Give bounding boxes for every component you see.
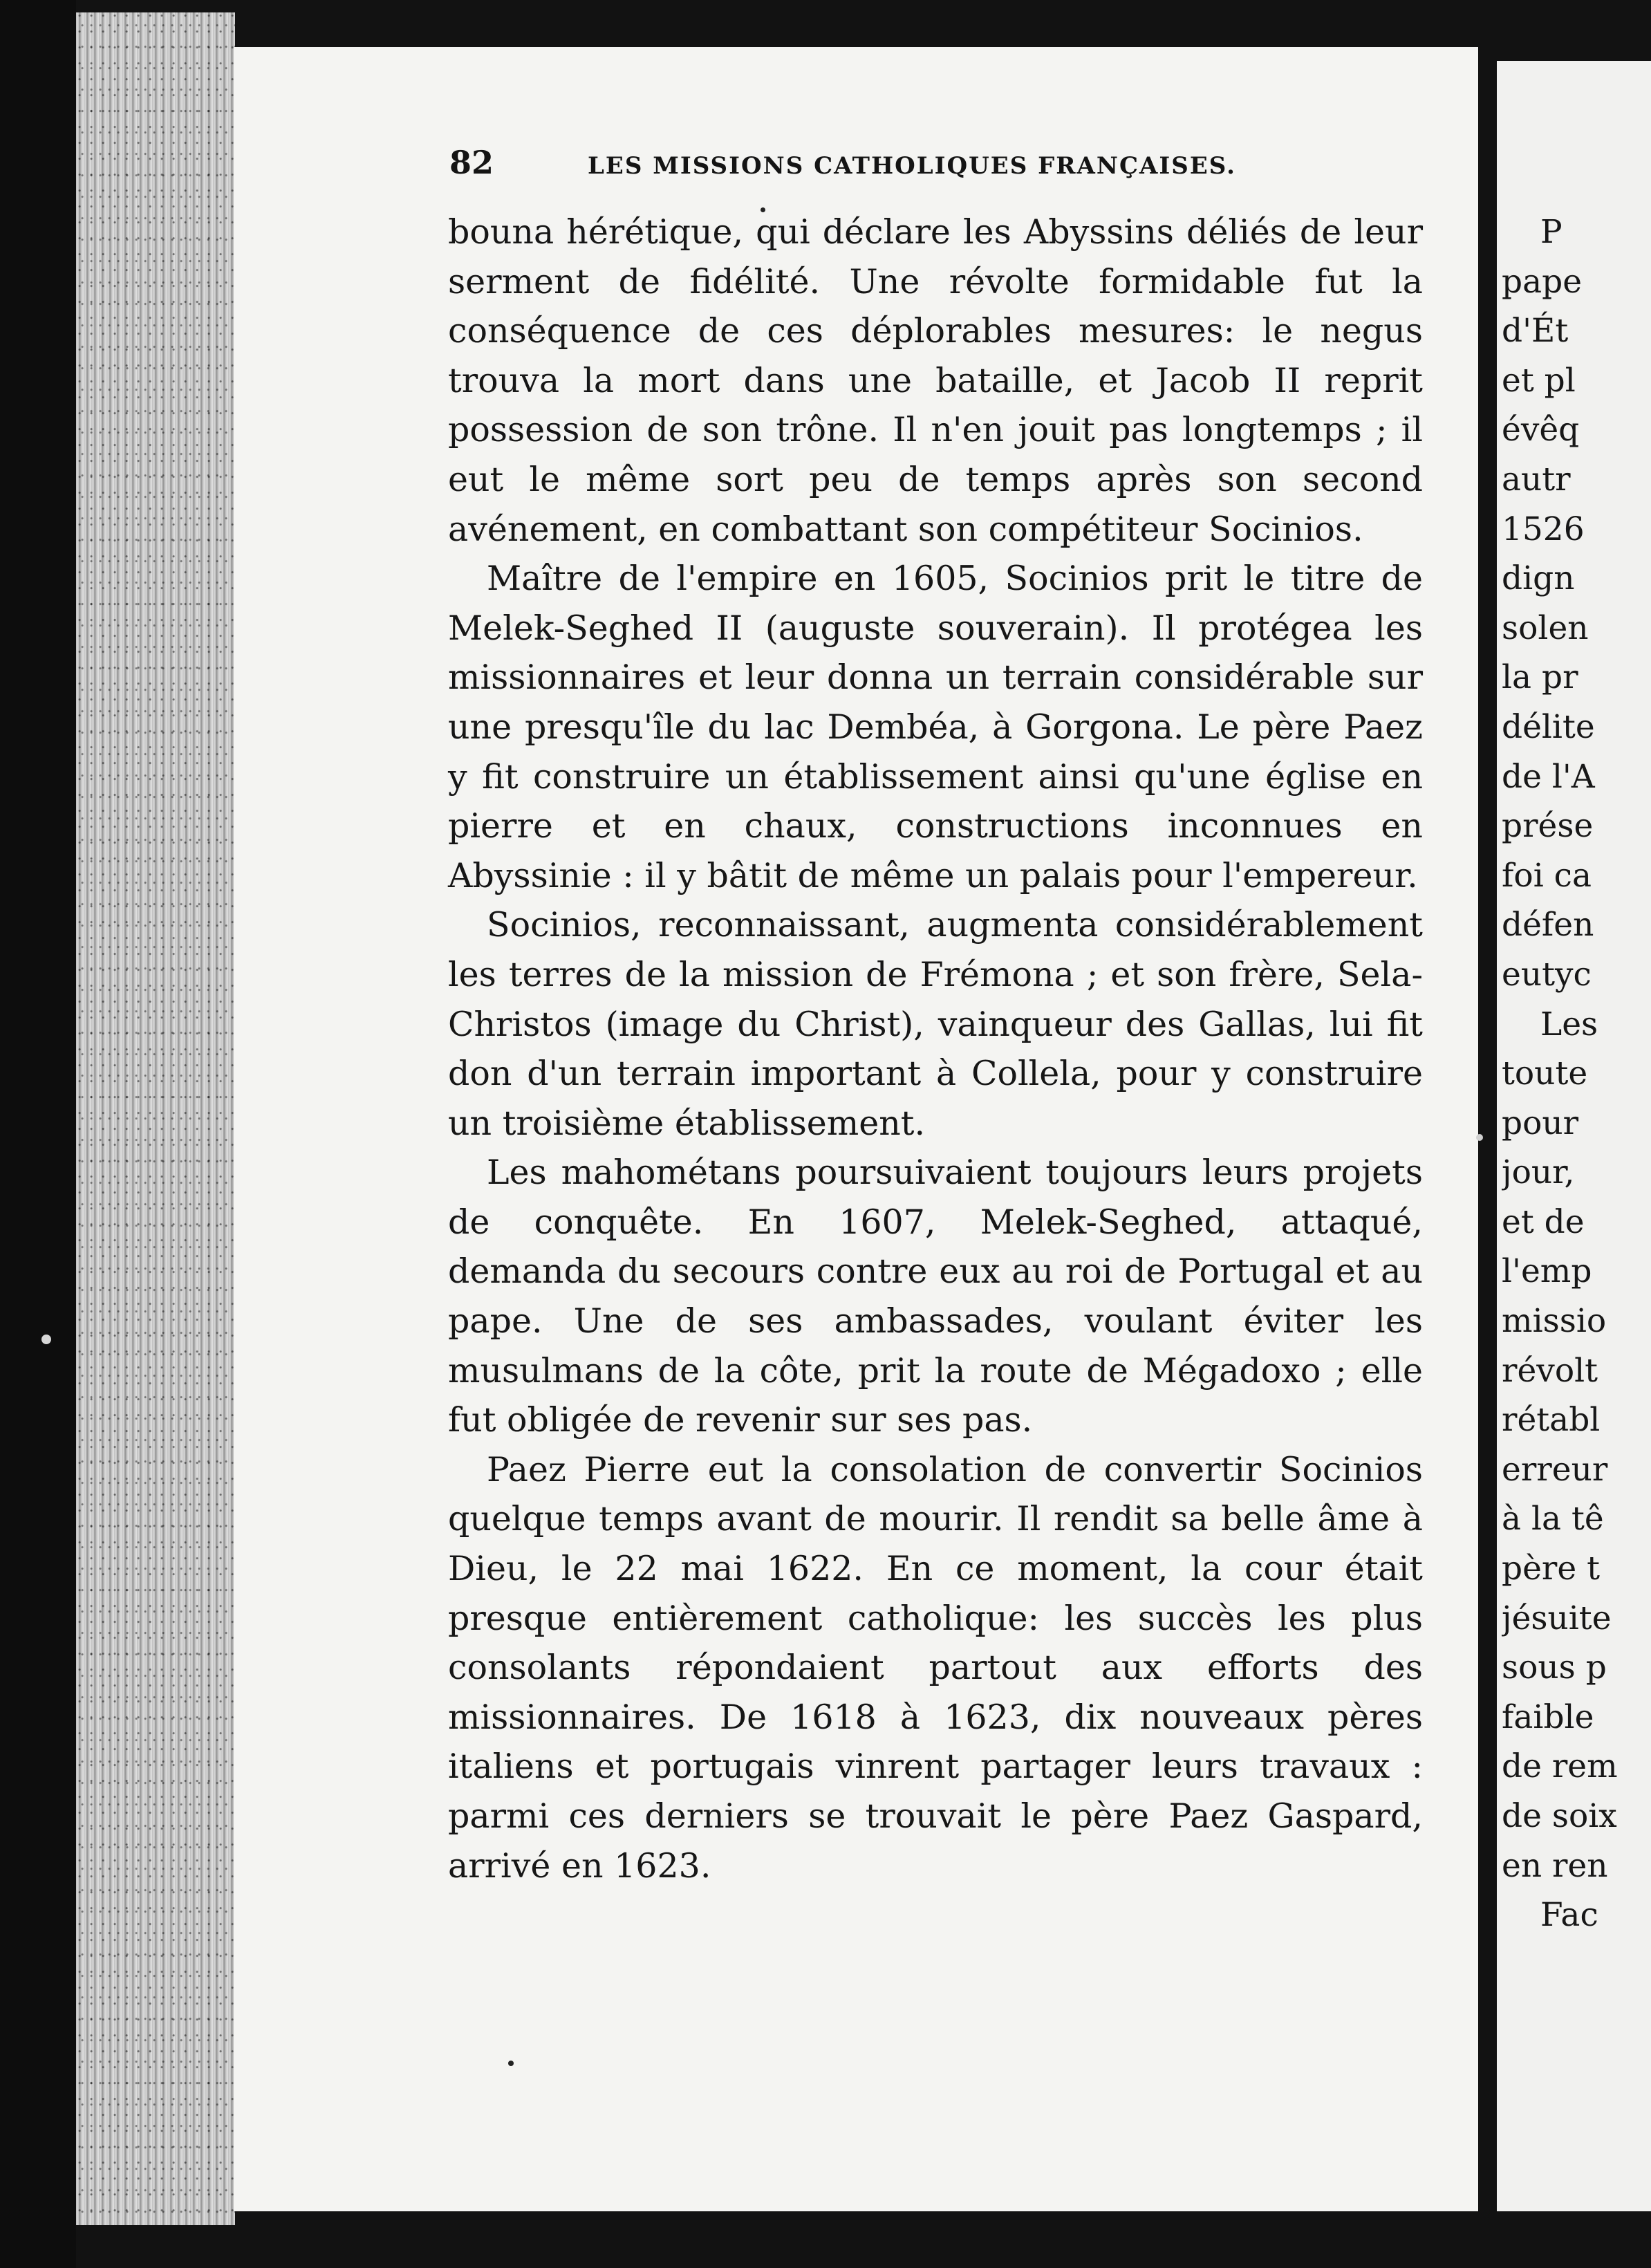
facing-line: sous p [1502,1648,1607,1687]
paragraph-2: Maître de l'empire en 1605, Socinios prit le titre de Melek-Seghed II (auguste souverain). Il protégea les missionnaires et leur donna un terrain considérable sur une presqu'île du lac Dembéa, à Gorgona. Le père Paez y fit construire un établissement ainsi qu'une église en pierre et en chaux, constructions inconnues en Abyssinie : il y bâtit de même un palais pour l'empereur. [448,559,1423,895]
facing-line: et pl [1502,361,1576,400]
facing-line: la pr [1502,658,1578,697]
body-text [448,207,1423,1890]
facing-line: et de [1502,1202,1585,1241]
paragraph-4: Les mahométans poursuivaient toujours leurs projets de conquête. En 1607, Melek-Seghed, attaqué, demanda du secours contre eux au roi de Portugal et au pape. Une de ses ambassades, voulant éviter les musulmans de la côte, prit la route de Mégadoxo ; elle fut obligée de revenir sur ses pas. [448,1153,1423,1440]
page-number: 82 [449,144,494,181]
facing-line: évêq [1502,411,1580,449]
facing-line: en ren [1502,1846,1608,1885]
facing-line: rétabl [1502,1401,1601,1440]
facing-line: de rem [1502,1747,1618,1786]
scan-speck [1476,1134,1483,1141]
facing-line: solen [1502,608,1589,647]
paragraph-3: Socinios, reconnaissant, augmenta considérablement les terres de la mission de Frémona ; et son frère, Sela-Christos (image du Christ), vainqueur des Gallas, lui fit don d'un terrain important à Collela, pour y construire un troisième établissement. [448,905,1423,1143]
facing-line: jour, [1502,1153,1575,1192]
scan-speck [761,207,765,212]
facing-line: révolt [1502,1351,1598,1390]
facing-line: d'Ét [1502,312,1569,351]
facing-line: pour [1502,1104,1579,1142]
facing-line: erreur [1502,1450,1608,1489]
book-page-edges [76,12,235,2225]
facing-line: foi ca [1502,856,1592,895]
facing-line: Les [1540,1005,1598,1043]
facing-line: père t [1502,1550,1601,1588]
facing-line: défen [1502,906,1594,945]
facing-line: 1526 [1502,510,1585,548]
facing-line: l'emp [1502,1252,1592,1291]
scan-background-left [0,0,76,2268]
scan-speck [41,1335,51,1344]
facing-line: dign [1502,559,1575,598]
facing-line: autr [1502,460,1571,499]
facing-line: de soix [1502,1797,1617,1835]
facing-line: de l'A [1502,757,1595,796]
facing-line: faible [1502,1698,1594,1736]
facing-line: pape [1502,262,1583,301]
page-header [449,144,1417,192]
facing-line: jésuite [1502,1599,1612,1637]
facing-line: prése [1502,807,1594,846]
facing-line: Fac [1540,1896,1598,1935]
facing-line: P [1540,213,1563,251]
facing-line: toute [1502,1054,1588,1093]
paragraph-5: Paez Pierre eut la consolation de convertir Socinios quelque temps avant de mourir. Il rendit sa belle âme à Dieu, le 22 mai 1622. En ce moment, la cour était presque entièrement catholique: les succès les plus consolants répondaient partout aux efforts des missionnaires. De 1618 à 1623, dix nouveaux pères italiens et portugais vinrent partager leurs travaux : parmi ces derniers se trouvait le père Paez Gaspard, arrivé en 1623. [448,1449,1423,1886]
facing-line: délite [1502,707,1595,746]
facing-page-text [1502,207,1651,1940]
scan-speck [508,2061,514,2066]
paragraph-1: bouna hérétique, qui déclare les Abyssins déliés de leur serment de fidélité. Une révolte formidable fut la conséquence de ces déplorables mesures: le negus trouva la mort dans une bataille, et Jacob II reprit possession de son trône. Il n'en jouit pas longtemps ; il eut le même sort peu de temps après son second avénement, en combattant son compétiteur Socinios. [448,212,1423,549]
facing-line: missio [1502,1302,1607,1341]
running-title: LES MISSIONS CATHOLIQUES FRANÇAISES. [588,152,1236,180]
facing-line: eutyc [1502,955,1592,994]
facing-line: à la tê [1502,1500,1604,1539]
